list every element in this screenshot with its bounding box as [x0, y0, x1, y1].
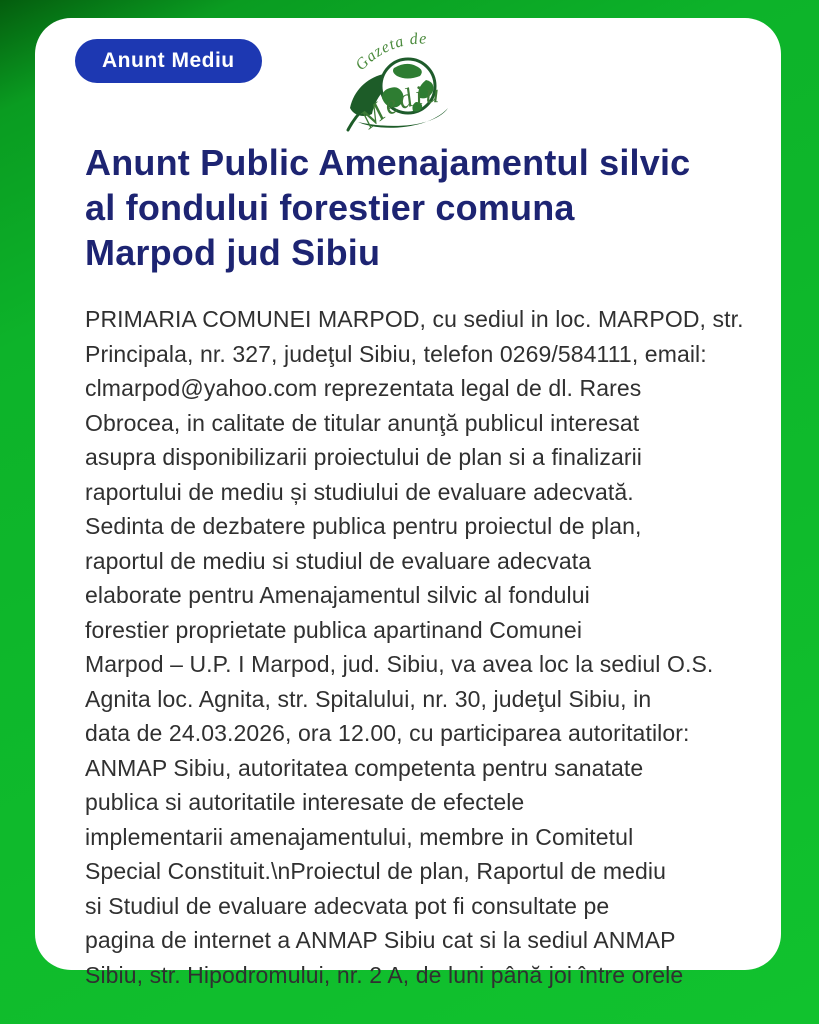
text-line: PRIMARIA COMUNEI MARPOD, cu sediul in loc. MARPOD, str. [85, 306, 744, 332]
globe-leaf-icon [342, 26, 474, 144]
text-line: Sedinta de dezbatere publica pentru proiectul de plan, [85, 513, 642, 539]
text-line: data de 24.03.2026, ora 12.00, cu participarea autoritatilor: [85, 720, 690, 746]
text-line: Special Constituit.\nProiectul de plan, Raportul de mediu [85, 858, 667, 884]
text-line: raportului de mediu și studiului de evaluare adecvată. [85, 478, 634, 505]
page-title [85, 140, 765, 275]
text-line: raportul de mediu si studiul de evaluare adecvata [85, 547, 592, 574]
article-body [85, 302, 765, 992]
text-line: Principala, nr. 327, judeţul Sibiu, telefon 0269/584111, email: [85, 340, 707, 367]
text-line: publica si autoritatile interesate de efectele [85, 789, 525, 815]
logo-bottom-text: Mediu [354, 78, 442, 135]
text-line: pagina de internet a ANMAP Sibiu cat si la sediul ANMAP [85, 927, 676, 953]
text-line: Obrocea, in calitate de titular anunţă publicul interesat [85, 409, 640, 436]
announcement-card [35, 18, 781, 988]
text-line: elaborate pentru Amenajamentul silvic al fondului [85, 582, 590, 608]
text-line: si Studiul de evaluare adecvata pot fi consultate pe [85, 892, 610, 919]
text-line: Agnita loc. Agnita, str. Spitalului, nr. 30, judeţul Sibiu, in [85, 685, 652, 712]
text-line: implementarii amenajamentului, membre in Comitetul [85, 823, 634, 850]
text-line: clmarpod@yahoo.com reprezentata legal de dl. Rares [85, 375, 642, 401]
text-line: ANMAP Sibiu, autoritatea competenta pentru sanatate [85, 754, 644, 781]
category-badge[interactable]: Anunt Mediu [75, 39, 262, 83]
text-line: Marpod jud Sibiu [85, 232, 381, 273]
text-line: al fondului forestier comuna [85, 187, 575, 228]
text-line: forestier proprietate publica apartinand Comunei [85, 616, 583, 643]
text-line: Marpod – U.P. I Marpod, jud. Sibiu, va avea loc la sediul O.S. [85, 651, 714, 677]
text-line: Anunt Public Amenajamentul silvic [85, 142, 691, 183]
text-line: Sibiu, str. Hipodromului, nr. 2 A, de luni până joi între orele [85, 961, 684, 988]
text-line: asupra disponibilizarii proiectului de plan si a finalizarii [85, 444, 643, 470]
gazeta-de-mediu-logo [342, 26, 474, 144]
logo-top-text: Gazeta de [352, 30, 428, 74]
